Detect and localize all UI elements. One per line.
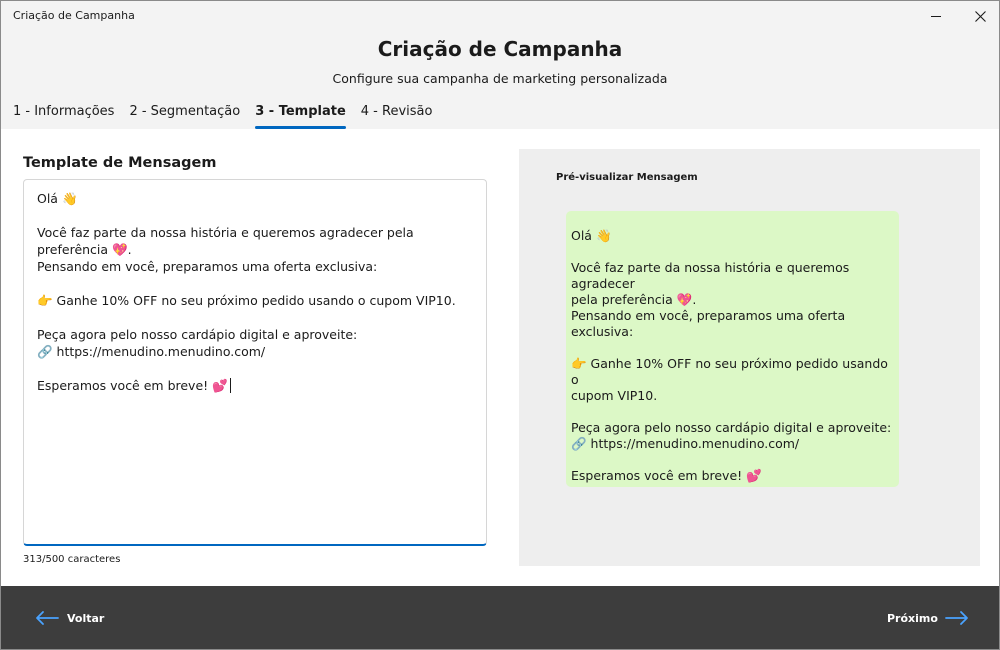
main-content (1, 129, 999, 586)
arrow-right-icon (945, 610, 969, 626)
next-button-label: Próximo (887, 611, 938, 625)
close-button[interactable] (957, 1, 1000, 31)
tab-template[interactable]: 3 - Template (255, 103, 346, 129)
text-caret (230, 378, 231, 393)
step-tabs (13, 103, 447, 129)
next-button[interactable] (887, 606, 969, 630)
footer-bar (1, 586, 999, 649)
back-button-label: Voltar (67, 611, 105, 625)
close-icon (975, 11, 986, 22)
template-message-textarea[interactable] (23, 179, 487, 546)
page-title: Criação de Campanha (377, 37, 623, 61)
arrow-left-icon (35, 610, 59, 626)
tab-segmentacao[interactable]: 2 - Segmentação (129, 104, 241, 119)
window-title: Criação de Campanha (13, 9, 135, 22)
tab-informacoes[interactable]: 1 - Informações (13, 104, 115, 119)
minimize-button[interactable] (913, 1, 959, 31)
minimize-icon (931, 16, 941, 17)
preview-title: Pré-visualizar Mensagem (556, 172, 698, 183)
title-bar (1, 1, 999, 31)
page-header (1, 31, 999, 129)
template-section-title: Template de Mensagem (23, 155, 217, 171)
tab-revisao[interactable]: 4 - Revisão (360, 104, 433, 119)
back-button[interactable] (35, 606, 104, 630)
message-preview-panel (519, 149, 980, 566)
preview-message-bubble: Olá 👋 Você faz parte da nossa história e queremos agradecer pela preferência 💖. Pensando em você, preparamos uma oferta exclusiva: 👉 Ganhe 10% OFF no seu próximo pedido usando o cupom VIP10. Peça agora pelo nosso cardápio digital e aproveite: 🔗 https://menudino.menudino.com/ Esperamos você em breve! 💕 (566, 211, 899, 487)
character-counter: 313/500 caracteres (23, 554, 121, 565)
template-message-text: Olá 👋 Você faz parte da nossa história e queremos agradecer pela preferência 💖. Pensando em você, preparamos uma oferta exclusiva: 👉 Ganhe 10% OFF no seu próximo pedido usando o cupom VIP10. Peça agora pelo nosso cardápio digital e aproveite: 🔗 https://menudino.menudino.com/ Esperamos você em breve! 💕 (37, 191, 456, 393)
page-subtitle: Configure sua campanha de marketing personalizada (332, 71, 668, 86)
